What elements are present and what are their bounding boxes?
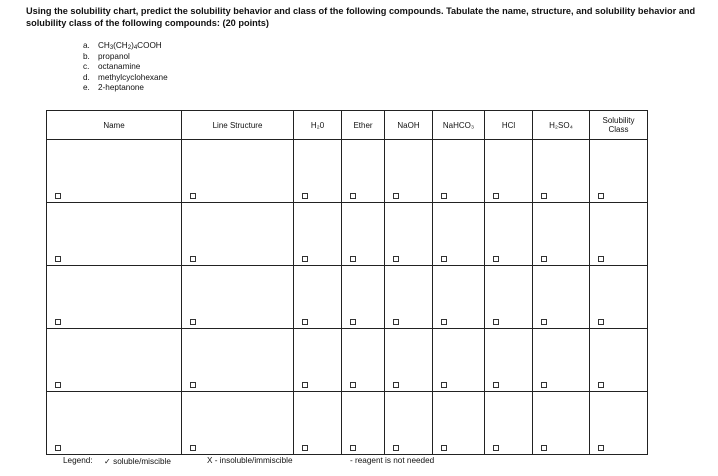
compound-letter: e. xyxy=(83,83,90,93)
legend-insoluble: X - insoluble/immiscible xyxy=(207,456,293,465)
answer-cell[interactable] xyxy=(47,392,182,455)
answer-cell[interactable] xyxy=(485,140,533,203)
header-naoh: NaOH xyxy=(385,111,433,140)
compound-item-e xyxy=(83,83,168,94)
checkbox-icon[interactable] xyxy=(350,256,356,262)
checkbox-icon[interactable] xyxy=(541,319,547,325)
checkbox-icon[interactable] xyxy=(541,193,547,199)
answer-cell[interactable] xyxy=(47,329,182,392)
answer-cell[interactable] xyxy=(182,203,294,266)
header-line-structure: Line Structure xyxy=(182,111,294,140)
table-row xyxy=(47,392,648,455)
answer-cell[interactable] xyxy=(182,266,294,329)
checkbox-icon[interactable] xyxy=(393,256,399,262)
compound-name: octanamine xyxy=(98,62,141,72)
compound-item-c xyxy=(83,62,168,73)
checkbox-icon[interactable] xyxy=(55,193,61,199)
checkbox-icon[interactable] xyxy=(190,193,196,199)
checkbox-icon[interactable] xyxy=(350,445,356,451)
answer-cell[interactable] xyxy=(385,203,433,266)
answer-cell[interactable] xyxy=(385,392,433,455)
legend-not-needed: - reagent is not needed xyxy=(350,456,435,465)
checkbox-icon[interactable] xyxy=(190,319,196,325)
question-prompt: Using the solubility chart, predict the solubility behavior and class of the following compounds. Tabulate the name, structure, and solubility behavior and solubility class of the following compounds: (20 points) xyxy=(26,6,696,28)
checkbox-icon[interactable] xyxy=(302,193,308,199)
checkbox-icon[interactable] xyxy=(441,319,447,325)
answer-cell[interactable] xyxy=(433,266,485,329)
compound-list xyxy=(83,41,168,94)
header-nahco3: NaHCO₃ xyxy=(433,111,485,140)
answer-cell[interactable] xyxy=(385,329,433,392)
answer-cell[interactable] xyxy=(47,203,182,266)
checkbox-icon[interactable] xyxy=(441,193,447,199)
checkbox-icon[interactable] xyxy=(55,256,61,262)
answer-cell[interactable] xyxy=(533,140,590,203)
answer-cell[interactable] xyxy=(433,329,485,392)
checkbox-icon[interactable] xyxy=(393,319,399,325)
answer-cell[interactable] xyxy=(385,140,433,203)
answer-cell[interactable] xyxy=(433,392,485,455)
checkbox-icon[interactable] xyxy=(598,382,604,388)
checkbox-icon[interactable] xyxy=(493,382,499,388)
checkbox-icon[interactable] xyxy=(55,445,61,451)
answer-cell[interactable] xyxy=(342,329,385,392)
answer-cell[interactable] xyxy=(485,329,533,392)
answer-cell[interactable] xyxy=(433,203,485,266)
header-solubility-class: Solubility Class xyxy=(590,111,648,140)
checkbox-icon[interactable] xyxy=(493,445,499,451)
answer-cell[interactable] xyxy=(342,266,385,329)
answer-cell[interactable] xyxy=(182,392,294,455)
compound-item-d xyxy=(83,73,168,84)
checkbox-icon[interactable] xyxy=(441,382,447,388)
checkbox-icon[interactable] xyxy=(55,319,61,325)
checkbox-icon[interactable] xyxy=(55,382,61,388)
table-row xyxy=(47,266,648,329)
answer-cell[interactable] xyxy=(485,392,533,455)
answer-cell[interactable] xyxy=(342,203,385,266)
checkbox-icon[interactable] xyxy=(302,319,308,325)
checkbox-icon[interactable] xyxy=(302,382,308,388)
answer-cell[interactable] xyxy=(433,140,485,203)
checkbox-icon[interactable] xyxy=(598,256,604,262)
answer-cell[interactable] xyxy=(182,329,294,392)
checkbox-icon[interactable] xyxy=(190,382,196,388)
answer-cell[interactable] xyxy=(294,392,342,455)
checkbox-icon[interactable] xyxy=(350,382,356,388)
compound-item-b xyxy=(83,52,168,63)
answer-cell[interactable] xyxy=(485,203,533,266)
header-name: Name xyxy=(47,111,182,140)
answer-cell[interactable] xyxy=(47,266,182,329)
compound-letter: b. xyxy=(83,51,90,61)
answer-cell[interactable] xyxy=(590,266,648,329)
answer-cell[interactable] xyxy=(533,392,590,455)
checkbox-icon[interactable] xyxy=(441,445,447,451)
header-h2so4: H₂SO₄ xyxy=(533,111,590,140)
answer-cell[interactable] xyxy=(294,203,342,266)
compound-formula: $CH_3(CH_2)_4COOH$ xyxy=(98,41,162,51)
answer-cell[interactable] xyxy=(182,140,294,203)
legend-soluble: ✓ soluble/miscible xyxy=(104,457,171,466)
checkbox-icon[interactable] xyxy=(493,193,499,199)
checkbox-icon[interactable] xyxy=(541,382,547,388)
checkbox-icon[interactable] xyxy=(493,256,499,262)
header-h2o: H₂0 xyxy=(294,111,342,140)
checkbox-icon[interactable] xyxy=(190,445,196,451)
table-row xyxy=(47,140,648,203)
answer-cell[interactable] xyxy=(294,329,342,392)
checkbox-icon[interactable] xyxy=(493,319,499,325)
checkbox-icon[interactable] xyxy=(541,445,547,451)
answer-cell[interactable] xyxy=(294,266,342,329)
checkbox-icon[interactable] xyxy=(393,445,399,451)
legend-label: Legend: xyxy=(63,456,93,465)
table-row xyxy=(47,329,648,392)
compound-name: 2-heptanone xyxy=(98,83,144,93)
header-ether: Ether xyxy=(342,111,385,140)
compound-letter: c. xyxy=(83,62,90,72)
checkbox-icon[interactable] xyxy=(302,256,308,262)
checkbox-icon[interactable] xyxy=(393,193,399,199)
table-row xyxy=(47,203,648,266)
answer-cell[interactable] xyxy=(385,266,433,329)
checkbox-icon[interactable] xyxy=(598,193,604,199)
answer-cell[interactable] xyxy=(590,203,648,266)
answer-cell[interactable] xyxy=(342,392,385,455)
checkbox-icon[interactable] xyxy=(598,319,604,325)
answer-cell[interactable] xyxy=(533,266,590,329)
checkbox-icon[interactable] xyxy=(393,382,399,388)
answer-cell[interactable] xyxy=(294,140,342,203)
answer-cell[interactable] xyxy=(533,203,590,266)
checkbox-icon[interactable] xyxy=(350,319,356,325)
checkbox-icon[interactable] xyxy=(350,193,356,199)
answer-cell[interactable] xyxy=(485,266,533,329)
answer-cell[interactable] xyxy=(590,140,648,203)
answer-cell[interactable] xyxy=(342,140,385,203)
checkbox-icon[interactable] xyxy=(541,256,547,262)
answer-cell[interactable] xyxy=(590,392,648,455)
compound-item-a xyxy=(83,41,168,52)
checkbox-icon[interactable] xyxy=(190,256,196,262)
checkbox-icon[interactable] xyxy=(441,256,447,262)
answer-cell[interactable] xyxy=(47,140,182,203)
compound-letter: a. xyxy=(83,41,90,50)
table-header-row xyxy=(47,111,648,140)
compound-name: methylcyclohexane xyxy=(98,72,168,82)
solubility-table xyxy=(46,110,648,455)
compound-name: propanol xyxy=(98,51,130,61)
header-hcl: HCl xyxy=(485,111,533,140)
checkbox-icon[interactable] xyxy=(598,445,604,451)
answer-cell[interactable] xyxy=(590,329,648,392)
answer-cell[interactable] xyxy=(533,329,590,392)
compound-letter: d. xyxy=(83,72,90,82)
checkbox-icon[interactable] xyxy=(302,445,308,451)
